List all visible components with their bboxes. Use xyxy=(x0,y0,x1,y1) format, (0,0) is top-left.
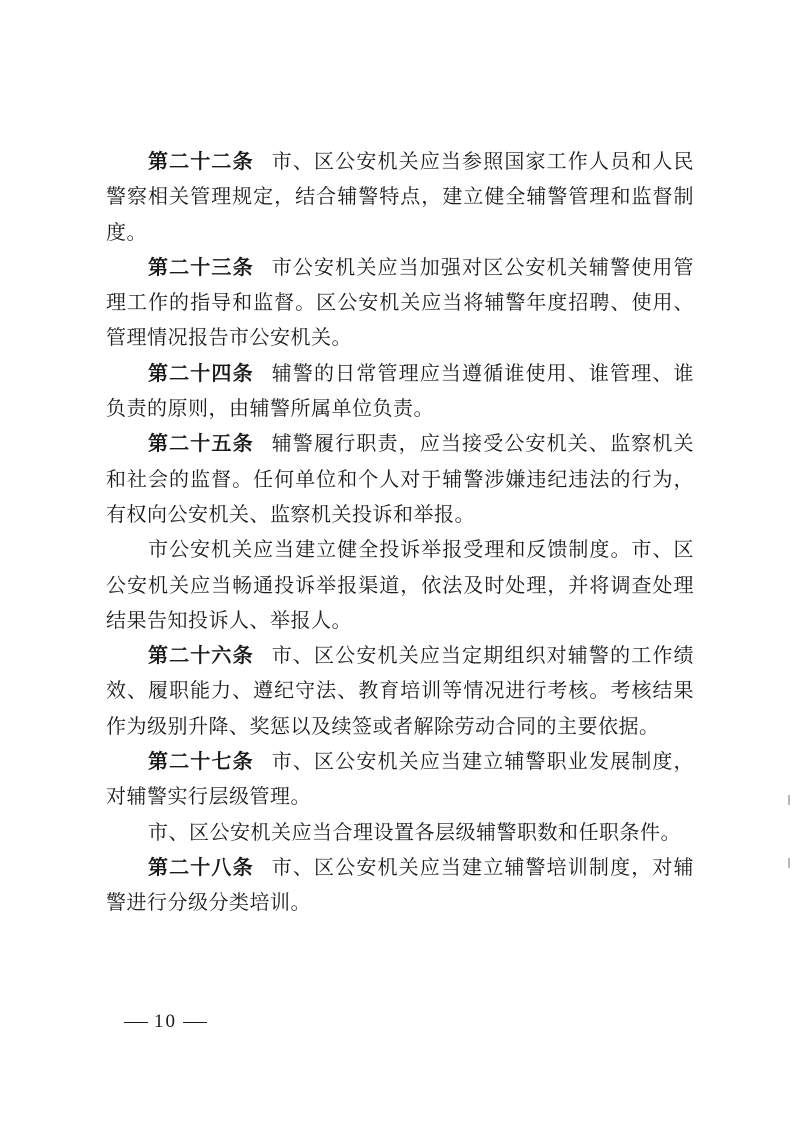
article-27-continuation: 市、区公安机关应当合理设置各层级辅警职数和任职条件。 xyxy=(148,819,681,844)
article-number: 第二十八条 xyxy=(148,854,254,879)
dash-right xyxy=(183,1022,207,1023)
article-number: 第二十二条 xyxy=(148,149,254,173)
article-number: 第二十七条 xyxy=(148,749,254,774)
article-28 xyxy=(106,850,694,921)
article-number: 第二十三条 xyxy=(148,254,254,279)
article-text: 市公安机关应当加强对区公安机关辅警使用管理工作的指导和监督。区公安机关应当将辅警年度招聘、使用、管理情况报告市公安机关。 xyxy=(106,254,695,350)
document-body xyxy=(106,144,694,921)
article-number: 第二十六条 xyxy=(148,643,254,668)
article-25-continuation: 市公安机关应当建立健全投诉举报受理和反馈制度。市、区公安机关应当畅通投诉举报渠道，依法及时处理，并将调查处理结果告知投诉人、举报人。 xyxy=(106,537,694,632)
page-number xyxy=(118,1010,213,1034)
article-number: 第二十四条 xyxy=(148,360,254,385)
article-text: 辅警履行职责，应当接受公安机关、监察机关和社会的监督。任何单位和个人对于辅警涉嫌违纪违法的行为，有权向公安机关、监察机关投诉和举报。 xyxy=(106,431,695,526)
article-25 xyxy=(106,426,694,532)
dash-left xyxy=(124,1022,148,1023)
article-text: 市、区公安机关应当定期组织对辅警的工作绩效、履职能力、遵纪守法、教育培训等情况进行考核。考核结果作为级别升降、奖惩以及续签或者解除劳动合同的主要依据。 xyxy=(106,643,695,738)
article-number: 第二十五条 xyxy=(148,431,254,456)
article-text: 市、区公安机关应当建立辅警培训制度，对辅警进行分级分类培训。 xyxy=(106,854,695,915)
article-24 xyxy=(106,356,694,427)
article-26 xyxy=(106,638,694,744)
scan-margin-mark xyxy=(788,795,790,805)
article-22 xyxy=(106,144,694,250)
article-text: 辅警的日常管理应当遵循谁使用、谁管理、谁负责的原则，由辅警所属单位负责。 xyxy=(106,360,695,421)
page-number-value: 10 xyxy=(154,1011,177,1032)
article-text: 市、区公安机关应当建立辅警职业发展制度，对辅警实行层级管理。 xyxy=(106,749,695,809)
article-27 xyxy=(106,744,694,815)
article-text: 市、区公安机关应当参照国家工作人员和人民警察相关管理规定，结合辅警特点，建立健全辅警管理和监督制度。 xyxy=(106,149,695,244)
scan-margin-mark xyxy=(788,858,790,868)
article-23 xyxy=(106,250,694,356)
